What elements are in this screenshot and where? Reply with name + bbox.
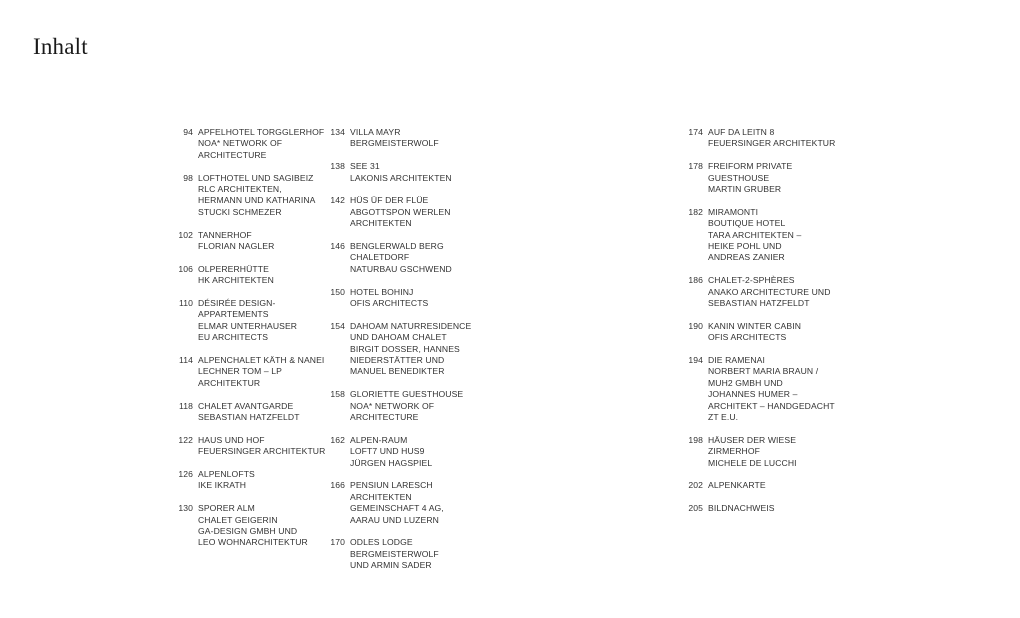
- toc-page-number: 98: [183, 172, 193, 183]
- toc-entry-text: [350, 389, 495, 423]
- toc-entry-line: TARA ARCHITEKTEN –: [708, 229, 802, 240]
- toc-entry-line: APPARTEMENTS: [198, 309, 269, 320]
- toc-entry: [320, 321, 495, 378]
- toc-entry: [168, 503, 343, 549]
- toc-entry: [320, 480, 495, 526]
- toc-entry-text: [708, 161, 853, 195]
- toc-entry-line: GEMEINSCHAFT 4 AG,: [350, 503, 444, 514]
- toc-page-number: 170: [330, 537, 345, 548]
- toc-page-number: 122: [178, 434, 193, 445]
- toc-page-number: 134: [330, 127, 345, 137]
- toc-entry-line: MIRAMONTI: [708, 206, 759, 217]
- toc-entry-line: HEIKE POHL UND: [708, 241, 782, 252]
- toc-entry-line: ARCHITEKTEN: [350, 218, 412, 229]
- toc-entry-line: BILDNACHWEIS: [708, 503, 775, 514]
- toc-entry-line: NIEDERSTÄTTER UND: [350, 355, 445, 366]
- toc-entry-text: [708, 275, 853, 309]
- toc-entry: [320, 389, 495, 423]
- toc-entry-line: AARAU UND LUZERN: [350, 514, 439, 525]
- toc-page-number: 102: [178, 229, 193, 240]
- toc-entry-line: ARCHITECTURE: [350, 412, 419, 423]
- toc-entry-line: ZIRMERHOF: [708, 446, 760, 457]
- toc-entry: [168, 173, 343, 219]
- toc-entry: [678, 207, 853, 264]
- toc-entry: [320, 195, 495, 229]
- toc-entry-line: VILLA MAYR: [350, 127, 401, 137]
- toc-entry-line: APFELHOTEL TORGGLERHOF: [198, 127, 325, 137]
- toc-entry-line: CHALET AVANTGARDE: [198, 400, 294, 411]
- toc-entry-line: RLC ARCHITEKTEN,: [198, 184, 282, 195]
- toc-page-number: 150: [330, 286, 345, 297]
- toc-entry-text: [350, 127, 495, 150]
- toc-page-number: 198: [688, 434, 703, 445]
- toc-entry: [168, 469, 343, 492]
- toc-entry-line: CHALET-2-SPHÈRES: [708, 275, 795, 286]
- toc-entry-line: GA-DESIGN GMBH UND: [198, 526, 298, 537]
- toc-column-1: [168, 127, 343, 560]
- toc-page-number: 186: [688, 275, 703, 286]
- toc-entry: [320, 161, 495, 184]
- toc-entry-line: ALPENKARTE: [708, 480, 766, 491]
- toc-entry-text: [708, 321, 853, 344]
- toc-entry-line: JÜRGEN HAGSPIEL: [350, 457, 433, 468]
- toc-entry: [168, 401, 343, 424]
- toc-entry: [168, 355, 343, 389]
- toc-entry: [678, 321, 853, 344]
- toc-entry-line: HOTEL BOHINJ: [350, 286, 414, 297]
- toc-page-number: 138: [330, 161, 345, 172]
- toc-entry-line: PENSIUN LARESCH: [350, 480, 433, 491]
- toc-entry-line: BIRGIT DOSSER, HANNES: [350, 343, 460, 354]
- toc-entry-line: DIE RAMENAI: [708, 355, 765, 366]
- toc-entry-line: AUF DA LEITN 8: [708, 127, 775, 137]
- toc-page-number: 130: [178, 503, 193, 514]
- toc-entry-line: FEUERSINGER ARCHITEKTUR: [198, 446, 326, 457]
- toc-entry-line: DÉSIRÉE DESIGN-: [198, 298, 276, 309]
- toc-entry-line: HK ARCHITEKTEN: [198, 275, 274, 286]
- toc-entry-text: [350, 241, 495, 275]
- toc-column-3: [678, 127, 853, 526]
- toc-page-number: 154: [330, 320, 345, 331]
- toc-page-number: 182: [688, 206, 703, 217]
- toc-column-2: [320, 127, 495, 583]
- toc-entry: [168, 435, 343, 458]
- toc-entry-text: [708, 207, 853, 264]
- toc-entry-line: HERMANN UND KATHARINA: [198, 195, 316, 206]
- toc-page-number: 174: [688, 127, 703, 137]
- toc-entry-line: MARTIN GRUBER: [708, 184, 782, 195]
- toc-entry-line: SEBASTIAN HATZFELDT: [708, 298, 810, 309]
- toc-entry-line: ARCHITEKTUR: [198, 377, 261, 388]
- toc-entry: [678, 435, 853, 469]
- toc-page-number: 146: [330, 241, 345, 252]
- toc-entry-line: MANUEL BENEDIKTER: [350, 366, 445, 377]
- toc-entry-line: ARCHITEKT – HANDGEDACHT: [708, 400, 835, 411]
- toc-entry: [678, 480, 853, 491]
- toc-entry: [320, 435, 495, 469]
- toc-entry-line: ALPENLOFTS: [198, 469, 255, 480]
- toc-page-number: 202: [688, 480, 703, 491]
- toc-entry-line: ANDREAS ZANIER: [708, 252, 785, 263]
- toc-entry-line: BERGMEISTERWOLF: [350, 548, 439, 559]
- toc-entry-line: GUESTHOUSE: [708, 172, 770, 183]
- toc-entry-line: GLORIETTE GUESTHOUSE: [350, 389, 464, 400]
- toc-entry: [678, 275, 853, 309]
- toc-entry-text: [708, 435, 853, 469]
- toc-entry-line: LOFTHOTEL UND SAGIBEIZ: [198, 172, 314, 183]
- toc-entry: [678, 127, 853, 150]
- toc-entry-line: ALPEN-RAUM: [350, 434, 408, 445]
- toc-page-number: 158: [330, 389, 345, 400]
- toc-entry-line: FLORIAN NAGLER: [198, 241, 275, 252]
- toc-entry-line: MUH2 GMBH UND: [708, 377, 783, 388]
- toc-entry-line: ANAKO ARCHITECTURE UND: [708, 286, 831, 297]
- toc-entry-line: UND ARMIN SADER: [350, 560, 432, 571]
- toc-page-number: 94: [183, 127, 193, 137]
- toc-entry-line: ARCHITECTURE: [198, 149, 267, 160]
- toc-entry-line: SEBASTIAN HATZFELDT: [198, 412, 300, 423]
- toc-entry-text: [350, 287, 495, 310]
- toc-entry-text: [350, 480, 495, 526]
- toc-entry-line: STUCKI SCHMEZER: [198, 206, 282, 217]
- toc-entry: [678, 161, 853, 195]
- page-title: Inhalt: [33, 34, 88, 59]
- toc-entry-line: LEO WOHNARCHITEKTUR: [198, 537, 308, 548]
- toc-entry-line: OLPERERHÜTTE: [198, 263, 269, 274]
- toc-entry-line: LECHNER TOM – LP: [198, 366, 282, 377]
- toc-page-number: 114: [179, 355, 193, 366]
- toc-entry-line: NOA* NETWORK OF: [198, 138, 283, 149]
- toc-entry: [678, 355, 853, 423]
- toc-entry-line: SEE 31: [350, 161, 380, 172]
- toc-entry-text: [350, 435, 495, 469]
- toc-entry-line: OFIS ARCHITECTS: [708, 332, 787, 343]
- toc-entry-line: UND DAHOAM CHALET: [350, 332, 447, 343]
- toc-page-number: 190: [688, 320, 703, 331]
- toc-entry-text: [350, 321, 495, 378]
- toc-entry-line: ARCHITEKTEN: [350, 491, 412, 502]
- toc-entry: [168, 230, 343, 253]
- toc-entry-line: OFIS ARCHITECTS: [350, 298, 429, 309]
- toc-entry: [168, 127, 343, 161]
- toc-entry: [320, 537, 495, 571]
- toc-entry-line: IKE IKRATH: [198, 480, 247, 491]
- toc-entry-text: [708, 503, 853, 514]
- toc-entry-line: JOHANNES HUMER –: [708, 389, 798, 400]
- toc-entry-line: SPORER ALM: [198, 503, 255, 514]
- toc-entry-line: BENGLERWALD BERG: [350, 241, 444, 252]
- toc-entry-line: NOA* NETWORK OF: [350, 400, 435, 411]
- toc-entry-line: FEUERSINGER ARCHITEKTUR: [708, 138, 836, 149]
- toc-entry: [320, 287, 495, 310]
- toc-entry-line: NORBERT MARIA BRAUN /: [708, 366, 819, 377]
- toc-entry: [320, 127, 495, 150]
- toc-entry-line: BOUTIQUE HOTEL: [708, 218, 786, 229]
- toc-entry-line: ZT E.U.: [708, 412, 739, 423]
- toc-page-number: 166: [330, 480, 345, 491]
- toc-page-number: 205: [688, 503, 703, 514]
- toc-entry-text: [708, 355, 853, 423]
- toc-entry-text: [708, 480, 853, 491]
- toc-entry-line: ELMAR UNTERHAUSER: [198, 320, 298, 331]
- toc-page-number: 118: [179, 400, 193, 411]
- toc-entry-line: MICHELE DE LUCCHI: [708, 457, 797, 468]
- toc-entry: [320, 241, 495, 275]
- toc-entry-text: [350, 537, 495, 571]
- toc-page-number: 110: [179, 298, 193, 309]
- toc-entry-line: FREIFORM PRIVATE: [708, 161, 793, 172]
- toc-page-number: 162: [330, 434, 345, 445]
- toc-page-number: 126: [178, 469, 193, 480]
- toc-entry-line: BERGMEISTERWOLF: [350, 138, 439, 149]
- toc-entry: [168, 264, 343, 287]
- toc-entry-line: LAKONIS ARCHITEKTEN: [350, 172, 452, 183]
- toc-page-number: 178: [688, 161, 703, 172]
- toc-entry-text: [350, 195, 495, 229]
- toc-entry-line: ABGOTTSPON WERLEN: [350, 206, 451, 217]
- toc-page-number: 142: [330, 195, 345, 206]
- toc-entry-line: EU ARCHITECTS: [198, 332, 269, 343]
- toc-entry: [678, 503, 853, 514]
- toc-entry-line: HÄUSER DER WIESE: [708, 434, 797, 445]
- toc-entry-line: HÜS ÜF DER FLÜE: [350, 195, 429, 206]
- toc-entry-line: CHALET GEIGERIN: [198, 514, 278, 525]
- toc-entry-line: HAUS UND HOF: [198, 434, 265, 445]
- toc-entry-line: DAHOAM NATURRESIDENCE: [350, 320, 472, 331]
- toc-entry-line: NATURBAU GSCHWEND: [350, 263, 452, 274]
- toc-entry-line: CHALETDORF: [350, 252, 410, 263]
- toc-entry-text: [350, 161, 495, 184]
- toc-entry-line: ODLES LODGE: [350, 537, 413, 548]
- toc-entry-line: LOFT7 UND HUS9: [350, 446, 425, 457]
- toc-entry-text: [708, 127, 853, 150]
- toc-entry-line: KANIN WINTER CABIN: [708, 320, 801, 331]
- toc-entry-line: TANNERHOF: [198, 229, 252, 240]
- toc-page-number: 106: [178, 263, 193, 274]
- toc-entry-line: ALPENCHALET KÄTH & NANEI: [198, 355, 325, 366]
- toc-page-number: 194: [688, 355, 703, 366]
- toc-entry: [168, 298, 343, 344]
